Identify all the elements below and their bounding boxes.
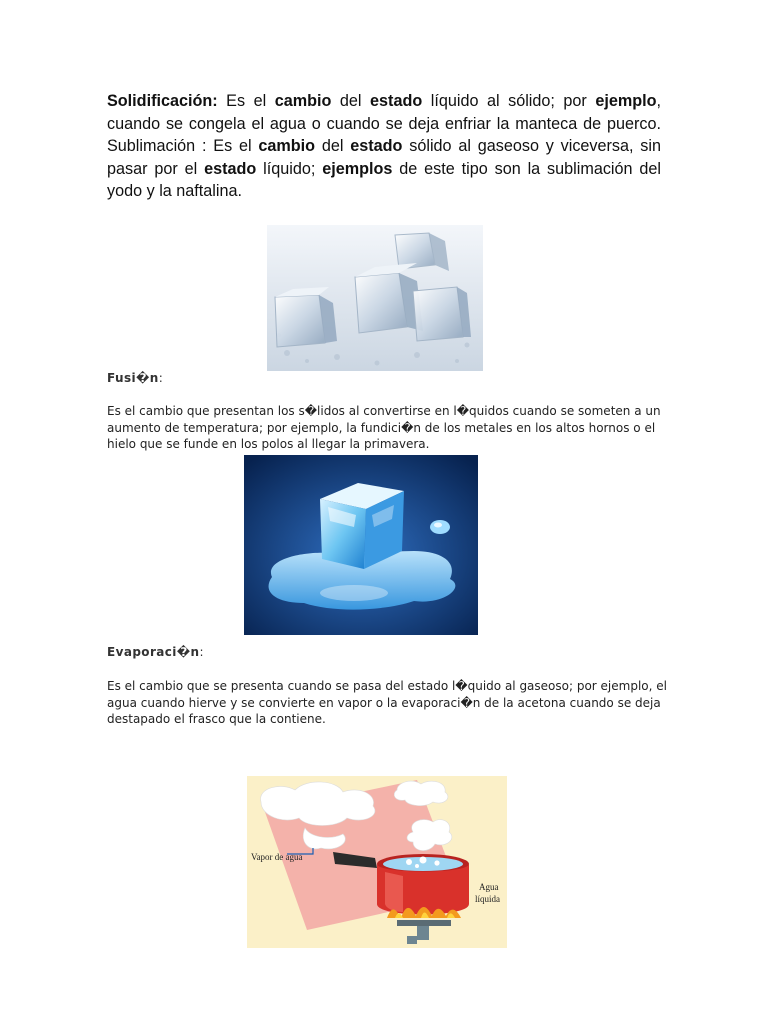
bold-run: cambio bbox=[258, 137, 316, 156]
solidificacion-paragraph bbox=[107, 90, 661, 203]
heading-colon: : bbox=[158, 371, 164, 385]
ice-cubes-image bbox=[267, 225, 483, 371]
evaporacion-heading-text: Evaporaci�n bbox=[107, 645, 200, 659]
melting-ice-image bbox=[244, 455, 478, 635]
vapor-label: Vapor de agua bbox=[251, 852, 303, 862]
evaporacion-paragraph: Es el cambio que se presenta cuando se pasa del estado l�quido al gaseoso; por ejemplo, el agua cuando hierve y se convierte en vapor o la evaporaci�n de la acetona cuando se deja destapado el frasco que la contiene. bbox=[107, 679, 667, 726]
water-label-line1: Agua bbox=[479, 882, 499, 892]
bold-run: ejemplos bbox=[322, 159, 393, 178]
bold-run: estado bbox=[204, 159, 257, 178]
text-run: del bbox=[315, 137, 351, 156]
text-run: sólido al gaseoso y viceversa, sin pasar por el bbox=[107, 137, 661, 178]
bold-run: ejemplo bbox=[595, 92, 657, 110]
solidificacion-term: Solidificación: bbox=[107, 92, 218, 110]
bold-run: estado bbox=[370, 92, 423, 110]
text-run: de este tipo son la sublimación del yodo y la naftalina. bbox=[107, 159, 662, 201]
text-run: Es el bbox=[217, 92, 275, 110]
text-run: líquido al sólido; por bbox=[422, 92, 596, 110]
fusion-heading bbox=[107, 371, 163, 385]
bold-run: estado bbox=[350, 137, 403, 156]
text-run: del bbox=[331, 92, 371, 110]
evaporation-diagram-image bbox=[247, 776, 507, 948]
fusion-heading-text: Fusi�n bbox=[107, 371, 159, 385]
fusion-paragraph: Es el cambio que presentan los s�lidos al convertirse en l�quidos cuando se someten a un aumento de temperatura; por ejemplo, la fundici�n de los metales en los altos hornos o el hielo que se funde en los polos al llegar la primavera. bbox=[107, 404, 661, 451]
bold-run: cambio bbox=[274, 92, 332, 110]
text-run: , cuando se congela el agua o cuando se deja enfriar la manteca de puerco. Sublimación : Es el bbox=[107, 92, 661, 156]
text-run: líquido; bbox=[256, 159, 323, 178]
water-label-line2: líquida bbox=[475, 894, 500, 904]
heading-colon: : bbox=[199, 645, 204, 659]
evaporacion-heading bbox=[107, 645, 204, 659]
